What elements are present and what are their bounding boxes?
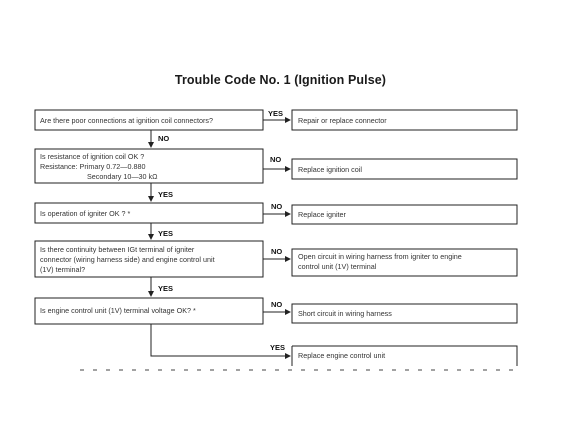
branch-2-no-label: NO <box>270 155 282 164</box>
branch-5-no-label: NO <box>271 300 283 309</box>
action-box-3 <box>292 205 517 224</box>
check-4-line-3: (1V) terminal? <box>40 265 86 274</box>
check-box-1 <box>35 110 263 130</box>
branch-3-no <box>263 202 290 214</box>
check-5-line-1: Is engine control unit (1V) terminal voltage OK? * <box>40 306 196 315</box>
action-box-5 <box>292 304 517 323</box>
branch-5-no <box>263 300 290 312</box>
flow-5-yes <box>151 324 290 356</box>
action-3-line-1: Replace igniter <box>298 210 346 219</box>
action-box-2 <box>292 159 517 179</box>
diagram-title: Trouble Code No. 1 (Ignition Pulse) <box>174 73 387 87</box>
action-box-6 <box>292 346 517 366</box>
flow-1-no-label: NO <box>158 134 170 143</box>
check-1-line-1: Are there poor connections at ignition coil connectors? <box>40 116 214 125</box>
action-6-line-1: Replace engine control unit <box>298 351 386 360</box>
action-box-1 <box>292 110 517 130</box>
action-2-line-1: Replace ignition coil <box>298 165 362 174</box>
check-box-2 <box>35 149 263 183</box>
flow-2-yes <box>151 183 173 201</box>
check-4-line-2: connector (wiring harness side) and engine control unit <box>40 255 215 264</box>
check-3-line-1: Is operation of igniter OK ? * <box>40 209 131 218</box>
action-5-line-1: Short circuit in wiring harness <box>298 309 392 318</box>
check-box-5 <box>35 298 263 324</box>
branch-1-yes-label: YES <box>268 109 284 118</box>
action-box-4 <box>292 249 517 276</box>
flow-3-yes-label: YES <box>158 229 174 238</box>
action-4-line-1: Open circuit in wiring harness from igniter to engine <box>298 252 462 261</box>
flow-2-yes-label: YES <box>158 190 174 199</box>
action-1-line-1: Repair or replace connector <box>298 116 387 125</box>
check-2-line-1: Is resistance of ignition coil OK ? <box>40 152 145 161</box>
branch-3-no-label: NO <box>271 202 283 211</box>
branch-4-no <box>263 247 290 259</box>
branch-1-yes <box>263 109 290 120</box>
flow-4-yes <box>151 277 173 296</box>
branch-2-no <box>263 155 290 169</box>
action-4-line-2: control unit (1V) terminal <box>298 262 377 271</box>
flow-5-yes-label: YES <box>270 343 286 352</box>
flow-3-yes <box>151 223 173 239</box>
check-box-3 <box>35 203 263 223</box>
check-4-line-1: Is there continuity between IGt terminal of igniter <box>40 245 195 254</box>
branch-4-no-label: NO <box>271 247 283 256</box>
flow-1-no <box>151 130 169 147</box>
flow-4-yes-label: YES <box>158 284 174 293</box>
check-2-line-3: Secondary 10—30 kΩ <box>87 172 158 181</box>
check-box-4 <box>35 241 263 277</box>
check-2-line-2: Resistance: Primary 0.72—0.880 <box>40 162 146 171</box>
